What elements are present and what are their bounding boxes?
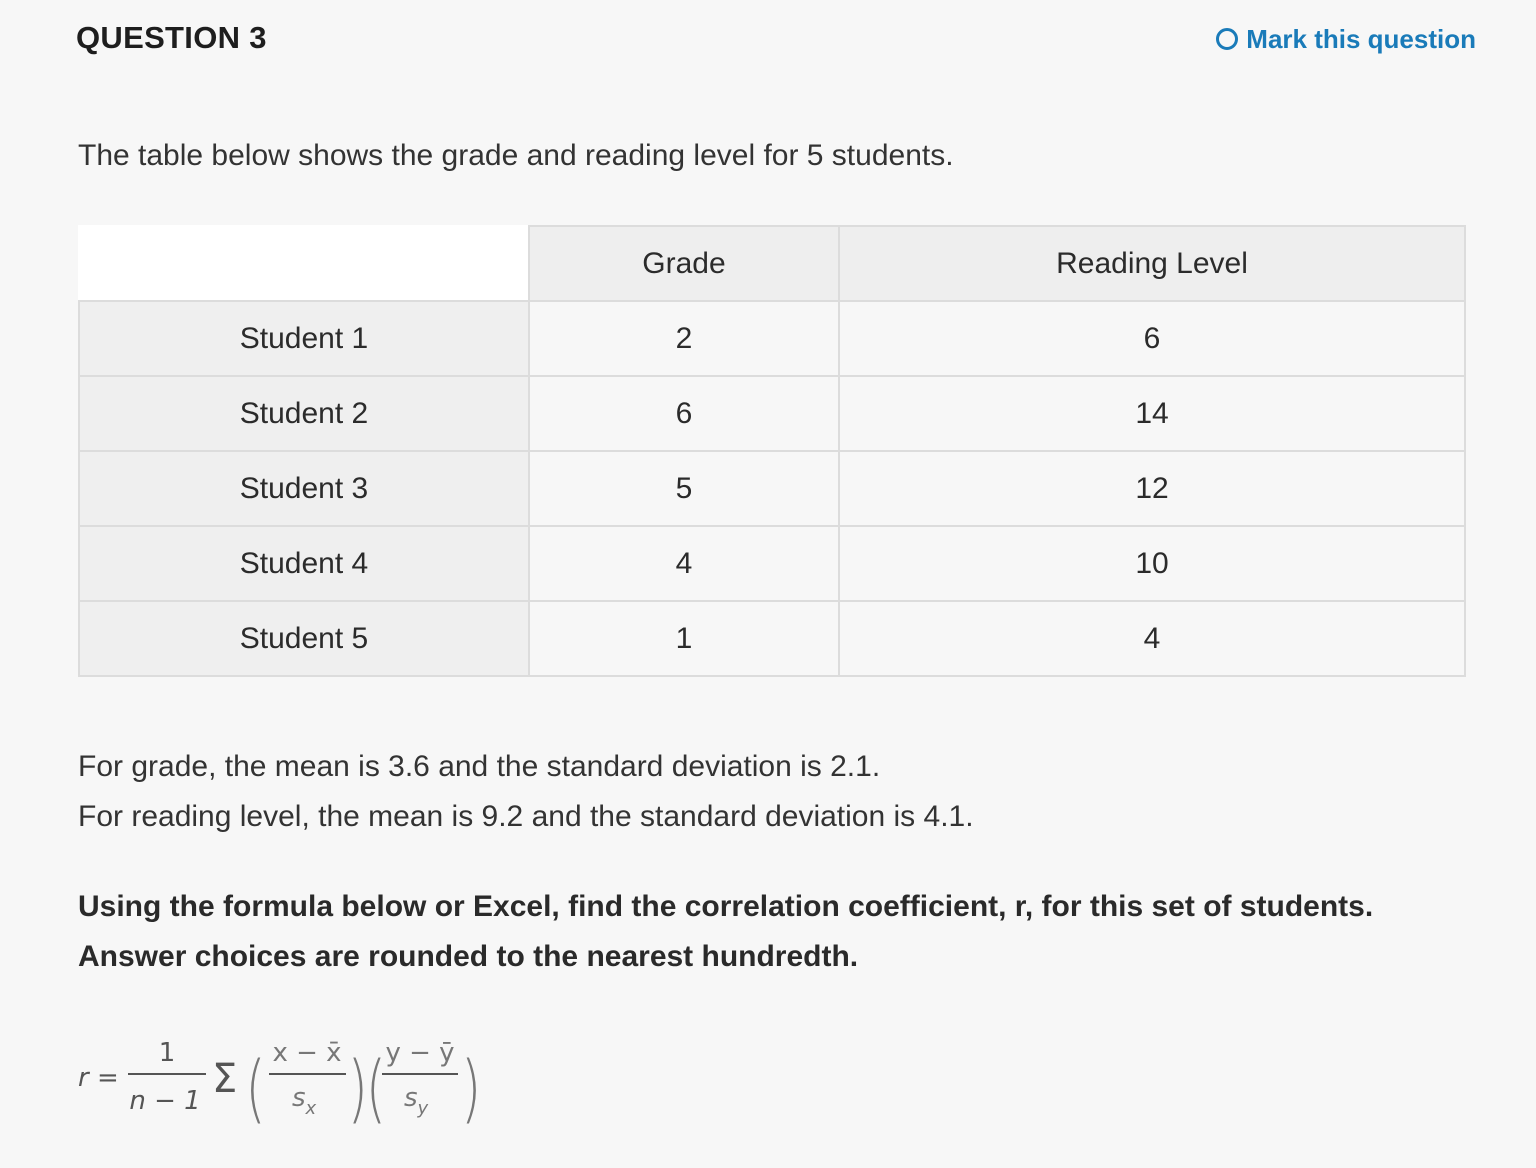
- formula-right-paren-y: ): [460, 1046, 482, 1133]
- row-label: Student 2: [79, 376, 529, 451]
- column-header-reading-level: Reading Level: [839, 226, 1465, 301]
- grade-cell: 6: [529, 376, 839, 451]
- formula-lhs: r =: [78, 1063, 119, 1093]
- grade-cell: 5: [529, 451, 839, 526]
- grade-statistics-line: For grade, the mean is 3.6 and the standard deviation is 2.1.: [78, 750, 881, 783]
- reading-level-cell: 14: [839, 376, 1465, 451]
- grade-cell: 2: [529, 301, 839, 376]
- reading-level-cell: 4: [839, 601, 1465, 676]
- question-instructions: [78, 882, 1373, 982]
- formula-x-term: x − x̄: [272, 1038, 342, 1068]
- question-title: QUESTION 3: [76, 20, 267, 55]
- mark-question-label: Mark this question: [1246, 24, 1476, 54]
- row-label: Student 5: [79, 601, 529, 676]
- column-header-grade: Grade: [529, 226, 839, 301]
- row-label: Student 4: [79, 526, 529, 601]
- formula-denominator: n − 1: [129, 1086, 201, 1116]
- table-row: [79, 376, 1465, 451]
- formula-left-paren-y: (: [365, 1046, 387, 1133]
- question-header: [76, 18, 1476, 62]
- row-label: Student 3: [79, 451, 529, 526]
- formula-right-paren-x: ): [347, 1046, 368, 1133]
- reading-level-cell: 6: [839, 301, 1465, 376]
- question-intro: The table below shows the grade and reading level for 5 students.: [78, 139, 954, 172]
- formula-sigma: Σ: [212, 1056, 238, 1102]
- table-row: [79, 301, 1465, 376]
- table-header-row: [79, 226, 1465, 301]
- reading-level-cell: 12: [839, 451, 1465, 526]
- instruction-line-1: Using the formula below or Excel, find the correlation coefficient, r, for this set of students.: [78, 890, 1374, 923]
- table-row: [79, 451, 1465, 526]
- grade-cell: 4: [529, 526, 839, 601]
- table-row: [79, 601, 1465, 676]
- correlation-formula: [76, 1028, 496, 1138]
- row-label: Student 1: [79, 301, 529, 376]
- formula-y-term: y − ȳ: [385, 1038, 455, 1068]
- student-data-table: [78, 225, 1466, 677]
- formula-left-paren-x: (: [245, 1046, 266, 1133]
- instruction-line-2: Answer choices are rounded to the nearest hundredth.: [78, 940, 859, 973]
- reading-level-cell: 10: [839, 526, 1465, 601]
- mark-question-button[interactable]: [1216, 22, 1476, 56]
- table-corner-cell: [79, 226, 529, 301]
- table-row: [79, 526, 1465, 601]
- reading-statistics-line: For reading level, the mean is 9.2 and the standard deviation is 4.1.: [78, 800, 974, 833]
- grade-cell: 1: [529, 601, 839, 676]
- formula-y-sd: $s_y$: [404, 1083, 429, 1119]
- formula-numerator: 1: [158, 1038, 176, 1068]
- circle-icon: [1216, 28, 1238, 50]
- summary-statistics: [78, 742, 974, 842]
- formula-x-sd: $s_x$: [292, 1083, 317, 1119]
